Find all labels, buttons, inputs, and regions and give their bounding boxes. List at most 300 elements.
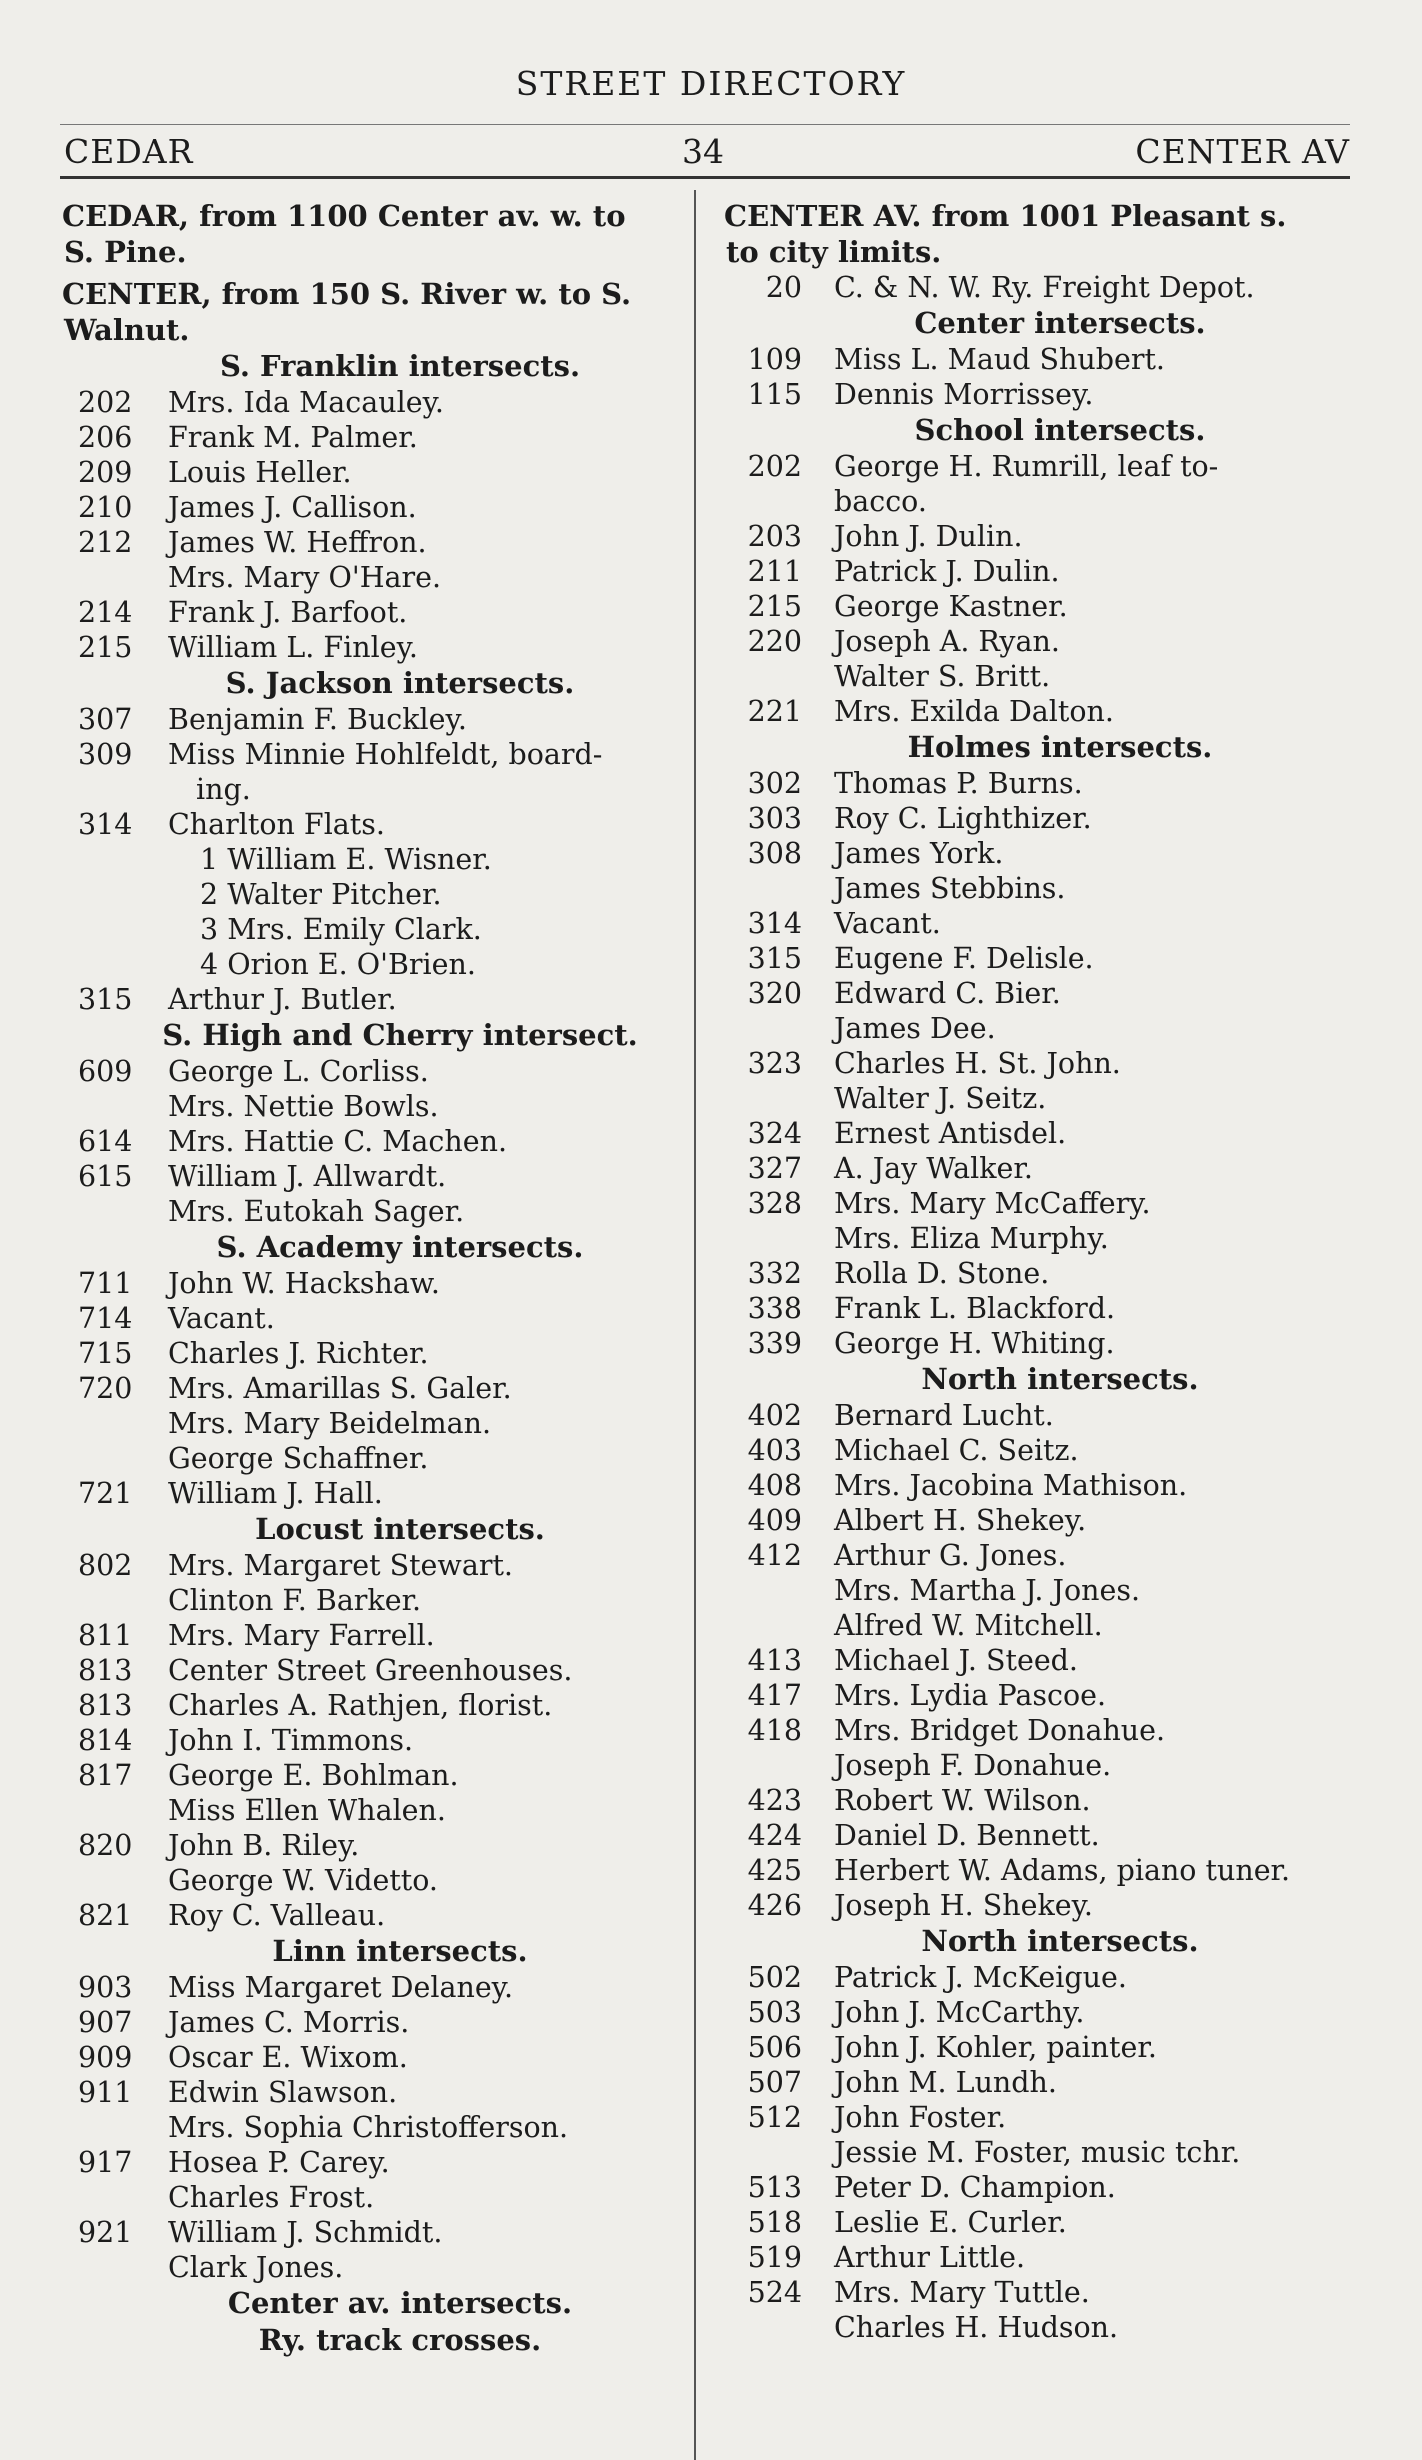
resident-name: bacco. bbox=[834, 485, 927, 518]
resident-name: 3 Mrs. Emily Clark. bbox=[200, 913, 482, 946]
resident-name: Roy C. Lighthizer. bbox=[834, 802, 1092, 835]
street-heading-center bbox=[60, 276, 680, 348]
house-number: 214 bbox=[78, 596, 133, 629]
resident-name: Joseph F. Donahue. bbox=[834, 1749, 1112, 1782]
street-heading-line: to city limits. bbox=[726, 235, 942, 269]
house-number: 315 bbox=[747, 942, 802, 975]
house-number: 502 bbox=[747, 1961, 802, 1994]
directory-entry bbox=[60, 1583, 680, 1618]
directory-entry bbox=[60, 1653, 680, 1688]
directory-entry bbox=[722, 519, 1358, 554]
directory-entry bbox=[60, 1688, 680, 1723]
directory-entry bbox=[60, 1863, 680, 1898]
resident-name: Clinton F. Barker. bbox=[168, 1584, 422, 1617]
resident-name: 4 Orion E. O'Brien. bbox=[200, 948, 476, 981]
resident-name: Frank M. Palmer. bbox=[168, 421, 418, 454]
directory-entry bbox=[60, 490, 680, 525]
directory-entry bbox=[722, 1818, 1358, 1853]
intersection-heading: Center intersects. bbox=[914, 306, 1206, 340]
resident-name: James W. Heffron. bbox=[168, 526, 427, 559]
directory-entry bbox=[722, 659, 1358, 694]
house-number: 417 bbox=[747, 1679, 802, 1712]
resident-name: Hosea P. Carey. bbox=[168, 2146, 390, 2179]
house-number: 614 bbox=[78, 1125, 133, 1158]
resident-name: Albert H. Shekey. bbox=[834, 1504, 1087, 1537]
house-number: 813 bbox=[78, 1689, 133, 1722]
intersection-heading: North intersects. bbox=[921, 1362, 1199, 1396]
resident-name: Charles J. Richter. bbox=[168, 1337, 429, 1370]
house-number: 714 bbox=[78, 1302, 133, 1335]
house-number: 109 bbox=[747, 343, 802, 376]
directory-entry bbox=[722, 1783, 1358, 1818]
intersection-heading: S. Jackson intersects. bbox=[225, 666, 575, 700]
street-heading-cedar bbox=[60, 198, 680, 270]
directory-entry bbox=[60, 455, 680, 490]
house-number: 821 bbox=[78, 1899, 133, 1932]
directory-entry bbox=[60, 1618, 680, 1653]
directory-entry bbox=[722, 1960, 1358, 1995]
resident-name: George E. Bohlman. bbox=[168, 1759, 459, 1792]
resident-name: Alfred W. Mitchell. bbox=[834, 1609, 1103, 1642]
directory-entry bbox=[60, 2075, 680, 2110]
directory-entry bbox=[722, 1151, 1358, 1186]
directory-entry bbox=[60, 982, 680, 1017]
header-rule-bottom bbox=[60, 176, 1350, 179]
resident-name: Rolla D. Stone. bbox=[834, 1257, 1050, 1290]
resident-name: Charles H. Hudson. bbox=[834, 2311, 1119, 2344]
intersection-heading: Linn intersects. bbox=[272, 1934, 528, 1968]
directory-entry bbox=[722, 2310, 1358, 2345]
house-number: 909 bbox=[78, 2041, 133, 2074]
directory-entry bbox=[60, 1124, 680, 1159]
directory-entry bbox=[60, 2180, 680, 2215]
house-number: 209 bbox=[78, 456, 133, 489]
directory-entry bbox=[60, 1336, 680, 1371]
resident-name: 1 William E. Wisner. bbox=[200, 843, 492, 876]
resident-name: John J. McCarthy. bbox=[834, 1996, 1085, 2029]
house-number: 115 bbox=[747, 378, 802, 411]
directory-entry bbox=[60, 1441, 680, 1476]
resident-name: Joseph H. Shekey. bbox=[834, 1889, 1093, 1922]
house-number: 315 bbox=[78, 983, 133, 1016]
directory-entry bbox=[722, 836, 1358, 871]
house-number: 408 bbox=[747, 1469, 802, 1502]
house-number: 402 bbox=[747, 1399, 802, 1432]
house-number: 907 bbox=[78, 2006, 133, 2039]
resident-name: Mrs. Ida Macauley. bbox=[168, 386, 444, 419]
street-heading-line: CENTER, from 150 S. River w. to S. bbox=[62, 277, 632, 311]
resident-name: William J. Schmidt. bbox=[168, 2216, 443, 2249]
directory-entry bbox=[722, 1468, 1358, 1503]
house-number: 721 bbox=[78, 1477, 133, 1510]
house-number: 518 bbox=[747, 2206, 802, 2239]
resident-name: Mrs. Jacobina Mathison. bbox=[834, 1469, 1188, 1502]
directory-entry bbox=[722, 1608, 1358, 1643]
resident-name: William L. Finley. bbox=[168, 631, 418, 664]
resident-name: Robert W. Wilson. bbox=[834, 1784, 1091, 1817]
resident-name: Mrs. Mary McCaffery. bbox=[834, 1187, 1151, 1220]
resident-name: John Foster. bbox=[834, 2101, 1007, 2134]
resident-name: Michael J. Steed. bbox=[834, 1644, 1078, 1677]
house-number: 524 bbox=[747, 2276, 802, 2309]
directory-entry bbox=[722, 1011, 1358, 1046]
resident-name: Vacant. bbox=[834, 907, 941, 940]
resident-name: James Stebbins. bbox=[834, 872, 1066, 905]
directory-entry bbox=[60, 1758, 680, 1793]
directory-entry bbox=[60, 2145, 680, 2180]
resident-name: Arthur J. Butler. bbox=[168, 983, 397, 1016]
house-number: 715 bbox=[78, 1337, 133, 1370]
house-number: 210 bbox=[78, 491, 133, 524]
directory-entry bbox=[60, 1793, 680, 1828]
page-title: STREET DIRECTORY bbox=[515, 64, 907, 103]
resident-name: George W. Videtto. bbox=[168, 1864, 438, 1897]
house-number: 424 bbox=[747, 1819, 802, 1852]
resident-name: Edwin Slawson. bbox=[168, 2076, 398, 2109]
directory-entry bbox=[722, 1186, 1358, 1221]
house-number: 519 bbox=[747, 2241, 802, 2274]
directory-entry bbox=[60, 1970, 680, 2005]
resident-name: William J. Hall. bbox=[168, 1477, 383, 1510]
directory-entry bbox=[722, 484, 1358, 519]
house-number: 911 bbox=[78, 2076, 133, 2109]
resident-name: Vacant. bbox=[168, 1302, 275, 1335]
directory-entry bbox=[60, 807, 680, 842]
resident-name: William J. Allwardt. bbox=[168, 1160, 447, 1193]
directory-entry bbox=[60, 1266, 680, 1301]
house-number: 503 bbox=[747, 1996, 802, 2029]
resident-name: Mrs. Mary O'Hare. bbox=[168, 561, 442, 594]
resident-name: Eugene F. Delisle. bbox=[834, 942, 1094, 975]
resident-name: Bernard Lucht. bbox=[834, 1399, 1054, 1432]
intersection-heading: Ry. track crosses. bbox=[258, 2323, 542, 2357]
intersection-heading: North intersects. bbox=[921, 1924, 1199, 1958]
directory-entry bbox=[722, 554, 1358, 589]
street-heading-line: CENTER AV. from 1001 Pleasant s. bbox=[724, 199, 1287, 233]
directory-entry bbox=[60, 2250, 680, 2285]
house-number: 327 bbox=[747, 1152, 802, 1185]
directory-entry bbox=[60, 560, 680, 595]
intersection-heading: S. High and Cherry intersect. bbox=[162, 1018, 638, 1052]
resident-name: Miss Minnie Hohlfeldt, board- bbox=[168, 738, 603, 771]
directory-entry bbox=[722, 1116, 1358, 1151]
intersection-heading: Locust intersects. bbox=[255, 1512, 545, 1546]
resident-name: Patrick J. McKeigue. bbox=[834, 1961, 1127, 1994]
house-number: 403 bbox=[747, 1434, 802, 1467]
directory-entry bbox=[60, 1301, 680, 1336]
house-number: 507 bbox=[747, 2066, 802, 2099]
resident-name: Oscar E. Wixom. bbox=[168, 2041, 408, 2074]
house-number: 513 bbox=[747, 2171, 802, 2204]
street-heading-line: CEDAR, from 1100 Center av. w. to bbox=[62, 199, 626, 233]
resident-name: Mrs. Hattie C. Machen. bbox=[168, 1125, 508, 1158]
resident-name: John J. Dulin. bbox=[834, 520, 1023, 553]
directory-entry bbox=[722, 1503, 1358, 1538]
directory-entry bbox=[60, 772, 680, 807]
house-number: 203 bbox=[747, 520, 802, 553]
house-number: 215 bbox=[78, 631, 133, 664]
house-number: 308 bbox=[747, 837, 802, 870]
house-number: 711 bbox=[78, 1267, 133, 1300]
resident-name: Arthur Little. bbox=[834, 2241, 1026, 2274]
house-number: 215 bbox=[747, 590, 802, 623]
directory-entry bbox=[60, 1476, 680, 1511]
house-number: 418 bbox=[747, 1714, 802, 1747]
left-column bbox=[60, 198, 680, 2359]
resident-name: Patrick J. Dulin. bbox=[834, 555, 1060, 588]
resident-name: ing. bbox=[196, 773, 251, 806]
house-number: 903 bbox=[78, 1971, 133, 2004]
header-rule-top bbox=[60, 124, 1350, 125]
directory-entry bbox=[60, 1406, 680, 1441]
resident-name: George H. Rumrill, leaf to- bbox=[834, 450, 1219, 483]
directory-entry bbox=[722, 2205, 1358, 2240]
directory-entry bbox=[722, 342, 1358, 377]
directory-entry bbox=[60, 1723, 680, 1758]
house-number: 220 bbox=[747, 625, 802, 658]
resident-name: Roy C. Valleau. bbox=[168, 1899, 386, 1932]
directory-entry bbox=[722, 449, 1358, 484]
directory-entry bbox=[722, 1573, 1358, 1608]
resident-name: Daniel D. Bennett. bbox=[834, 1819, 1100, 1852]
resident-name: Mrs. Lydia Pascoe. bbox=[834, 1679, 1107, 1712]
directory-entry bbox=[60, 385, 680, 420]
directory-entry bbox=[722, 2100, 1358, 2135]
house-number: 211 bbox=[747, 555, 802, 588]
directory-entry bbox=[722, 270, 1358, 305]
resident-name: Benjamin F. Buckley. bbox=[168, 703, 467, 736]
directory-entry bbox=[722, 377, 1358, 412]
resident-name: Charlton Flats. bbox=[168, 808, 385, 841]
resident-name: Miss Margaret Delaney. bbox=[168, 1971, 514, 2004]
house-number: 817 bbox=[78, 1759, 133, 1792]
directory-entry bbox=[722, 2170, 1358, 2205]
directory-entry bbox=[722, 1713, 1358, 1748]
street-heading-center-av bbox=[722, 198, 1358, 270]
house-number: 332 bbox=[747, 1257, 802, 1290]
page-number: 34 bbox=[682, 132, 724, 171]
directory-entry bbox=[60, 2215, 680, 2250]
house-number: 339 bbox=[747, 1327, 802, 1360]
resident-name: Ernest Antisdel. bbox=[834, 1117, 1067, 1150]
resident-name: Charles H. St. John. bbox=[834, 1047, 1121, 1080]
directory-entry bbox=[60, 1089, 680, 1124]
resident-name: George Schaffner. bbox=[168, 1442, 429, 1475]
resident-name: John M. Lundh. bbox=[834, 2066, 1057, 2099]
directory-entry bbox=[722, 2030, 1358, 2065]
directory-entry bbox=[60, 630, 680, 665]
house-number: 425 bbox=[747, 1854, 802, 1887]
directory-entry bbox=[60, 1054, 680, 1089]
house-number: 307 bbox=[78, 703, 133, 736]
directory-entry bbox=[722, 1081, 1358, 1116]
house-number: 314 bbox=[78, 808, 133, 841]
intersection-heading: Holmes intersects. bbox=[907, 730, 1213, 764]
directory-entry bbox=[722, 906, 1358, 941]
directory-entry bbox=[722, 1888, 1358, 1923]
directory-entry bbox=[60, 525, 680, 560]
resident-name: John J. Kohler, painter. bbox=[834, 2031, 1157, 2064]
resident-name: Mrs. Mary Tuttle. bbox=[834, 2276, 1090, 2309]
directory-entry bbox=[722, 1748, 1358, 1783]
house-number: 202 bbox=[747, 450, 802, 483]
house-number: 221 bbox=[747, 695, 802, 728]
house-number: 302 bbox=[747, 767, 802, 800]
resident-name: Herbert W. Adams, piano tuner. bbox=[834, 1854, 1291, 1887]
resident-name: Center Street Greenhouses. bbox=[168, 1654, 573, 1687]
house-number: 323 bbox=[747, 1047, 802, 1080]
directory-entry bbox=[60, 2005, 680, 2040]
resident-name: Frank L. Blackford. bbox=[834, 1292, 1116, 1325]
resident-name: Mrs. Eliza Murphy. bbox=[834, 1222, 1109, 1255]
directory-entry bbox=[722, 1398, 1358, 1433]
house-number: 328 bbox=[747, 1187, 802, 1220]
resident-name: Mrs. Nettie Bowls. bbox=[168, 1090, 439, 1123]
resident-name: John I. Timmons. bbox=[168, 1724, 414, 1757]
resident-name: George Kastner. bbox=[834, 590, 1068, 623]
right-entries-list bbox=[722, 270, 1358, 2345]
resident-name: Miss Ellen Whalen. bbox=[168, 1794, 446, 1827]
directory-entry bbox=[60, 702, 680, 737]
house-number: 320 bbox=[747, 977, 802, 1010]
resident-name: Mrs. Mary Beidelman. bbox=[168, 1407, 492, 1440]
intersection-heading: S. Franklin intersects. bbox=[219, 349, 581, 383]
house-number: 426 bbox=[747, 1889, 802, 1922]
directory-entry bbox=[722, 1256, 1358, 1291]
directory-entry bbox=[60, 947, 680, 982]
house-number: 423 bbox=[747, 1784, 802, 1817]
house-number: 309 bbox=[78, 738, 133, 771]
directory-entry bbox=[722, 1538, 1358, 1573]
directory-entry bbox=[722, 2065, 1358, 2100]
directory-entry bbox=[722, 941, 1358, 976]
street-heading-line: Walnut. bbox=[64, 313, 190, 347]
house-number: 314 bbox=[747, 907, 802, 940]
house-number: 206 bbox=[78, 421, 133, 454]
house-number: 813 bbox=[78, 1654, 133, 1687]
resident-name: John W. Hackshaw. bbox=[168, 1267, 440, 1300]
directory-entry bbox=[60, 1371, 680, 1406]
house-number: 512 bbox=[747, 2101, 802, 2134]
resident-name: Jessie M. Foster, music tchr. bbox=[834, 2136, 1241, 2169]
resident-name: Walter J. Seitz. bbox=[834, 1082, 1047, 1115]
resident-name: Walter S. Britt. bbox=[834, 660, 1051, 693]
house-number: 324 bbox=[747, 1117, 802, 1150]
resident-name: Thomas P. Burns. bbox=[834, 767, 1083, 800]
resident-name: James J. Callison. bbox=[168, 491, 417, 524]
resident-name: C. & N. W. Ry. Freight Depot. bbox=[834, 271, 1255, 304]
directory-entry bbox=[722, 2240, 1358, 2275]
directory-entry bbox=[60, 595, 680, 630]
directory-entry bbox=[722, 976, 1358, 1011]
directory-entry bbox=[60, 737, 680, 772]
house-number: 212 bbox=[78, 526, 133, 559]
directory-entry bbox=[722, 1678, 1358, 1713]
house-number: 609 bbox=[78, 1055, 133, 1088]
house-number: 921 bbox=[78, 2216, 133, 2249]
house-number: 917 bbox=[78, 2146, 133, 2179]
running-head bbox=[60, 128, 1350, 180]
column-divider bbox=[694, 190, 696, 2460]
resident-name: Peter D. Champion. bbox=[834, 2171, 1116, 2204]
resident-name: 2 Walter Pitcher. bbox=[200, 878, 442, 911]
house-number: 811 bbox=[78, 1619, 133, 1652]
directory-entry bbox=[722, 2275, 1358, 2310]
directory-entry bbox=[722, 589, 1358, 624]
intersection-heading: Center av. intersects. bbox=[227, 2286, 573, 2320]
resident-name: Edward C. Bier. bbox=[834, 977, 1061, 1010]
directory-entry bbox=[60, 1194, 680, 1229]
directory-entry bbox=[60, 877, 680, 912]
directory-entry bbox=[722, 1643, 1358, 1678]
resident-name: Frank J. Barfoot. bbox=[168, 596, 408, 629]
directory-entry bbox=[722, 801, 1358, 836]
running-head-left: CEDAR bbox=[64, 132, 194, 171]
directory-entry bbox=[60, 1548, 680, 1583]
resident-name: Charles A. Rathjen, florist. bbox=[168, 1689, 553, 1722]
directory-entry bbox=[60, 842, 680, 877]
resident-name: James C. Morris. bbox=[168, 2006, 410, 2039]
directory-entry bbox=[722, 1433, 1358, 1468]
resident-name: Mrs. Mary Farrell. bbox=[168, 1619, 435, 1652]
resident-name: Mrs. Sophia Christofferson. bbox=[168, 2111, 569, 2144]
directory-entry bbox=[60, 2040, 680, 2075]
directory-entry bbox=[722, 871, 1358, 906]
house-number: 20 bbox=[765, 271, 802, 304]
resident-name: Mrs. Eutokah Sager. bbox=[168, 1195, 465, 1228]
house-number: 409 bbox=[747, 1504, 802, 1537]
house-number: 802 bbox=[78, 1549, 133, 1582]
house-number: 506 bbox=[747, 2031, 802, 2064]
house-number: 720 bbox=[78, 1372, 133, 1405]
directory-entry bbox=[60, 912, 680, 947]
resident-name: Charles Frost. bbox=[168, 2181, 375, 2214]
resident-name: Louis Heller. bbox=[168, 456, 352, 489]
resident-name: Miss L. Maud Shubert. bbox=[834, 343, 1165, 376]
directory-entry bbox=[722, 1291, 1358, 1326]
street-heading-line: S. Pine. bbox=[64, 235, 187, 269]
intersection-heading: S. Academy intersects. bbox=[216, 1230, 584, 1264]
resident-name: Arthur G. Jones. bbox=[834, 1539, 1067, 1572]
resident-name: Michael C. Seitz. bbox=[834, 1434, 1079, 1467]
directory-entry bbox=[722, 766, 1358, 801]
resident-name: Leslie E. Curler. bbox=[834, 2206, 1067, 2239]
directory-entry bbox=[722, 624, 1358, 659]
resident-name: George H. Whiting. bbox=[834, 1327, 1115, 1360]
directory-entry bbox=[60, 1828, 680, 1863]
directory-entry bbox=[60, 1159, 680, 1194]
house-number: 412 bbox=[747, 1539, 802, 1572]
intersection-heading: School intersects. bbox=[914, 413, 1206, 447]
resident-name: Clark Jones. bbox=[168, 2251, 344, 2284]
resident-name: James York. bbox=[834, 837, 1004, 870]
directory-entry bbox=[60, 1898, 680, 1933]
house-number: 820 bbox=[78, 1829, 133, 1862]
resident-name: John B. Riley. bbox=[168, 1829, 360, 1862]
house-number: 615 bbox=[78, 1160, 133, 1193]
resident-name: A. Jay Walker. bbox=[834, 1152, 1033, 1185]
resident-name: George L. Corliss. bbox=[168, 1055, 429, 1088]
directory-entry bbox=[60, 2110, 680, 2145]
resident-name: Mrs. Exilda Dalton. bbox=[834, 695, 1114, 728]
left-entries-list bbox=[60, 348, 680, 2359]
right-column bbox=[722, 198, 1358, 2345]
house-number: 202 bbox=[78, 386, 133, 419]
resident-name: James Dee. bbox=[834, 1012, 996, 1045]
directory-entry bbox=[60, 420, 680, 455]
resident-name: Mrs. Margaret Stewart. bbox=[168, 1549, 513, 1582]
resident-name: Dennis Morrissey. bbox=[834, 378, 1094, 411]
